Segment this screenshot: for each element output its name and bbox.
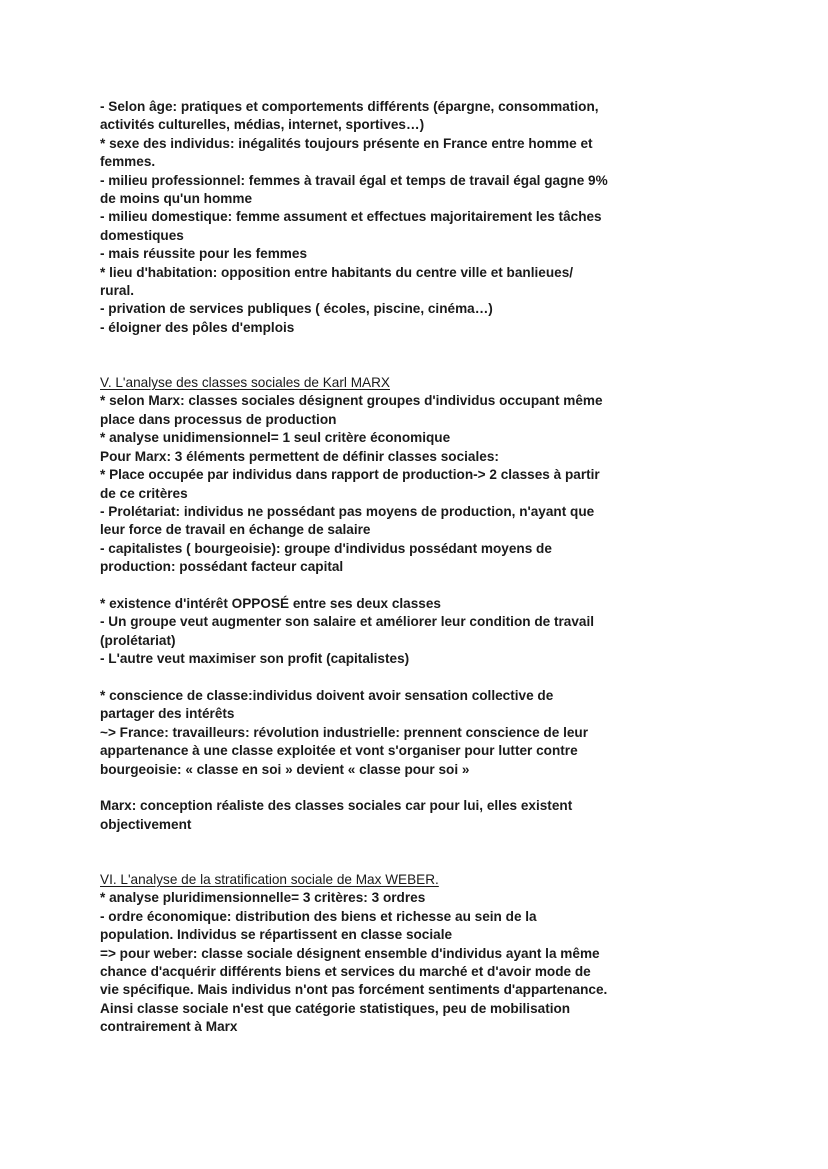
text-line: * selon Marx: classes sociales désignent groupes d'individus occupant même <box>100 393 603 409</box>
spacer <box>100 834 740 871</box>
weber-section <box>100 871 740 1037</box>
spacer <box>100 337 740 374</box>
text-line: - mais réussite pour les femmes <box>100 246 308 262</box>
text-line: vie spécifique. Mais individus n'ont pas forcément sentiments d'appartenance. <box>100 982 608 998</box>
text-line: - éloigner des pôles d'emplois <box>100 319 295 335</box>
text-line: - Prolétariat: individus ne possédant pas moyens de production, n'ayant que <box>100 503 595 519</box>
text-line: - privation de services publiques ( écoles, piscine, cinéma…) <box>100 301 493 317</box>
text-line: - L'autre veut maximiser son profit (capitalistes) <box>100 651 410 667</box>
text-line: * conscience de classe:individus doivent avoir sensation collective de <box>100 687 554 703</box>
text-line: - milieu domestique: femme assument et effectues majoritairement les tâches <box>100 209 602 225</box>
intro-block <box>100 98 740 337</box>
text-line: ~> France: travailleurs: révolution industrielle: prennent conscience de leur <box>100 724 589 740</box>
text-line: place dans processus de production <box>100 411 337 427</box>
text-line: - Un groupe veut augmenter son salaire et améliorer leur condition de travail <box>100 614 595 630</box>
text-line: * sexe des individus: inégalités toujours présente en France entre homme et <box>100 135 593 151</box>
text-line: (prolétariat) <box>100 632 176 648</box>
spacer <box>100 669 740 687</box>
text-line: Marx: conception réaliste des classes sociales car pour lui, elles existent <box>100 798 573 814</box>
text-line: production: possédant facteur capital <box>100 559 344 575</box>
text-line: rural. <box>100 283 134 299</box>
marx-section <box>100 374 740 834</box>
section-heading-weber: VI. L'analyse de la stratification sociale de Max WEBER. <box>100 871 439 887</box>
text-line: bourgeoisie: « classe en soi » devient « classe pour soi » <box>100 761 470 777</box>
text-line: * Place occupée par individus dans rapport de production-> 2 classes à partir <box>100 467 600 483</box>
text-line: de ce critères <box>100 485 188 501</box>
text-line: partager des intérêts <box>100 706 235 722</box>
text-line: femmes. <box>100 154 156 170</box>
text-line: - ordre économique: distribution des biens et richesse au sein de la <box>100 908 537 924</box>
text-line: activités culturelles, médias, internet, sportives…) <box>100 117 425 133</box>
text-line: - Selon âge: pratiques et comportements différents (épargne, consommation, <box>100 99 599 114</box>
text-line: domestiques <box>100 227 184 243</box>
document-page <box>100 98 740 1037</box>
text-line: appartenance à une classe exploitée et vont s'organiser pour lutter contre <box>100 743 578 759</box>
text-line: * existence d'intérêt OPPOSÉ entre ses deux classes <box>100 595 441 611</box>
text-line: * analyse unidimensionnel= 1 seul critère économique <box>100 430 451 446</box>
text-line: Ainsi classe sociale n'est que catégorie statistiques, peu de mobilisation <box>100 1000 571 1016</box>
text-line: => pour weber: classe sociale désignent ensemble d'individus ayant la même <box>100 945 600 961</box>
text-line: Pour Marx: 3 éléments permettent de définir classes sociales: <box>100 448 499 464</box>
text-line: de moins qu'un homme <box>100 191 253 207</box>
section-heading-marx: V. L'analyse des classes sociales de Karl MARX <box>100 375 390 391</box>
spacer <box>100 779 740 797</box>
text-line: * lieu d'habitation: opposition entre habitants du centre ville et banlieues/ <box>100 264 574 280</box>
text-line: population. Individus se répartissent en classe sociale <box>100 927 453 943</box>
text-line: chance d'acquérir différents biens et services du marché et d'avoir mode de <box>100 964 591 980</box>
text-line: * analyse pluridimensionnelle= 3 critères: 3 ordres <box>100 890 426 906</box>
text-line: leur force de travail en échange de salaire <box>100 522 371 538</box>
text-line: objectivement <box>100 816 192 832</box>
text-line: - capitalistes ( bourgeoisie): groupe d'individus possédant moyens de <box>100 540 552 556</box>
spacer <box>100 577 740 595</box>
text-line: - milieu professionnel: femmes à travail égal et temps de travail égal gagne 9% <box>100 172 608 188</box>
text-line: contrairement à Marx <box>100 1019 238 1035</box>
